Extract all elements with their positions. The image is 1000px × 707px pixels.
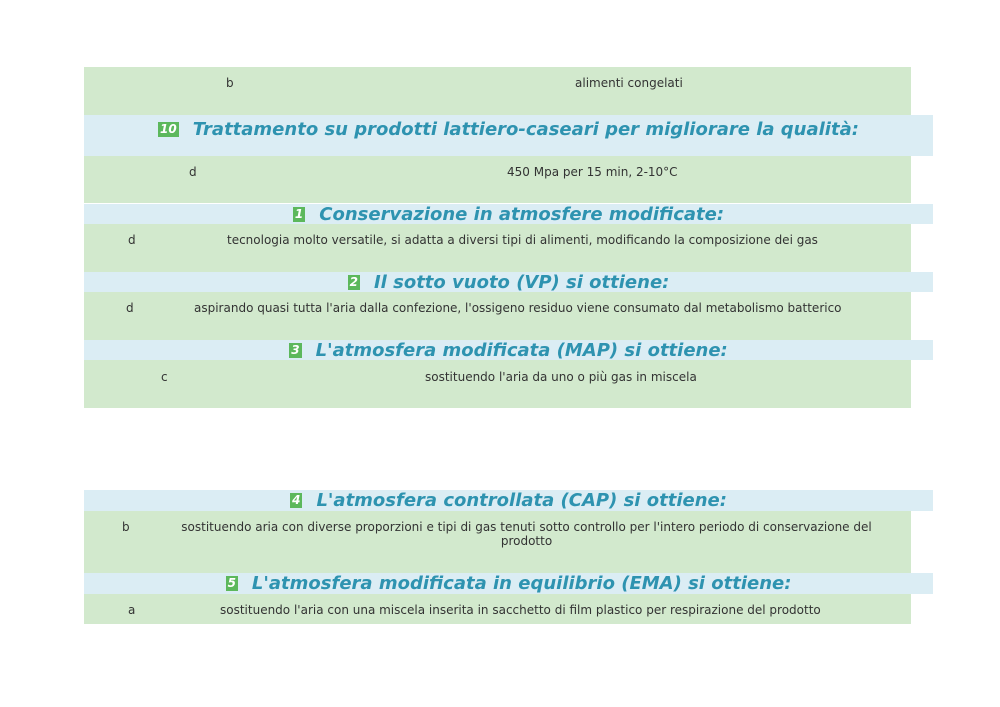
question-heading — [290, 490, 727, 511]
answer-text: alimenti congelati — [575, 76, 683, 90]
question-row — [84, 340, 933, 360]
answer-row — [84, 156, 911, 203]
answer-letter: b — [226, 76, 234, 90]
answer-letter: c — [161, 370, 168, 384]
answer-text: tecnologia molto versatile, si adatta a diversi tipi di alimenti, modificando la composizione dei gas — [227, 233, 818, 247]
answer-letter: d — [128, 233, 136, 247]
answer-text: aspirando quasi tutta l'aria dalla confezione, l'ossigeno residuo viene consumato dal metabolismo batterico — [194, 301, 842, 315]
answer-text: sostituendo aria con diverse proporzioni e tipi di gas tenuti sotto controllo per l'intero periodo di conservazione del prodotto — [181, 520, 872, 548]
answer-text: sostituendo l'aria con una miscela inserita in sacchetto di film plastico per respirazione del prodotto — [220, 603, 821, 617]
answer-letter: d — [189, 165, 197, 179]
question-title: Il sotto vuoto (VP) si ottiene: — [373, 271, 670, 293]
question-row — [84, 573, 933, 594]
question-number-badge: 2 — [349, 274, 358, 289]
question-title: L'atmosfera controllata (CAP) si ottiene: — [316, 490, 727, 511]
answer-letter: d — [126, 301, 134, 315]
question-row — [84, 272, 933, 292]
answer-letter: b — [122, 520, 130, 534]
answer-row — [84, 292, 911, 340]
question-number-badge: 3 — [291, 342, 300, 357]
question-heading — [158, 119, 859, 140]
question-row — [84, 204, 933, 224]
question-number-badge: 1 — [294, 206, 304, 221]
question-heading — [348, 272, 670, 293]
question-heading — [226, 573, 792, 594]
answer-row — [84, 224, 911, 272]
question-number-badge: 5 — [227, 576, 236, 590]
answer-text: sostituendo l'aria da uno o più gas in miscela — [425, 370, 697, 384]
question-number-badge: 10 — [160, 122, 177, 136]
answer-row — [84, 67, 911, 115]
answer-letter: a — [128, 603, 136, 617]
answer-row — [84, 360, 911, 408]
question-title: L'atmosfera modificata in equilibrio (EMA) si ottiene: — [251, 573, 792, 594]
question-heading — [289, 340, 728, 361]
question-row — [84, 115, 933, 156]
question-number-badge: 4 — [292, 493, 301, 507]
answer-text: 450 Mpa per 15 min, 2-10°C — [507, 165, 678, 179]
question-title: Conservazione in atmosfere modificate: — [319, 203, 725, 225]
question-row — [84, 490, 933, 511]
question-heading — [293, 204, 724, 225]
question-title: Trattamento su prodotti lattiero-caseari per migliorare la qualità: — [192, 119, 859, 140]
question-title: L'atmosfera modificata (MAP) si ottiene: — [315, 339, 728, 361]
